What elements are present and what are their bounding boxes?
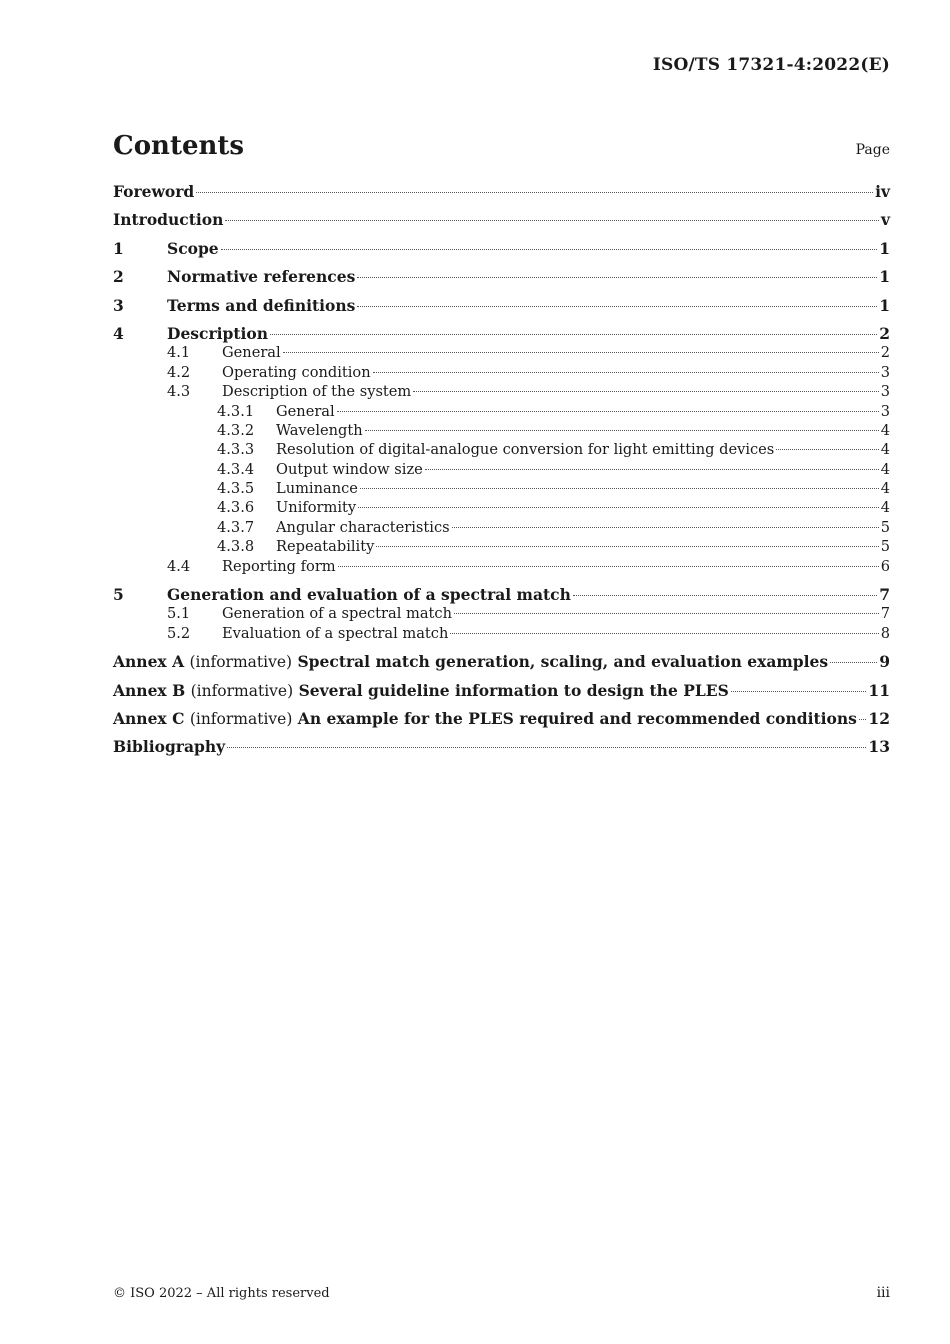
toc-entry-text: General xyxy=(222,344,281,362)
toc-entry-title xyxy=(222,363,371,382)
dot-leader xyxy=(731,691,867,692)
toc-entry-title xyxy=(167,239,219,258)
toc-entry-page: v xyxy=(880,210,890,230)
toc-entry-page: 1 xyxy=(879,238,890,258)
dot-leader xyxy=(373,372,879,373)
toc-entry-page: 2 xyxy=(880,344,890,362)
dot-leader xyxy=(360,488,879,489)
toc-entry-page: 1 xyxy=(879,267,890,287)
dot-leader xyxy=(225,220,879,221)
toc-entry-page: 4 xyxy=(880,460,890,478)
toc-entry-page: 3 xyxy=(880,383,890,401)
toc-entry-number: 4.4 xyxy=(167,557,191,575)
dot-leader xyxy=(338,566,879,567)
toc-entry-text: Introduction xyxy=(113,210,224,230)
toc-entry-page: 4 xyxy=(880,421,890,439)
toc-entry-page: 5 xyxy=(880,538,890,556)
dot-leader xyxy=(221,249,878,250)
toc-entry-text: Foreword xyxy=(113,182,195,201)
toc-entry-text: Resolution of digital-analogue conversion for light emitting devices xyxy=(276,441,775,459)
toc-entry-title xyxy=(276,537,374,556)
toc-entry-text: Spectral match generation, scaling, and evaluation examples xyxy=(297,652,829,672)
toc-entry-page: 7 xyxy=(879,585,890,605)
annex-label: Annex B xyxy=(113,680,186,700)
page-title: Contents xyxy=(113,131,245,161)
toc-entry-page: 3 xyxy=(880,402,890,420)
toc-entry[interactable] xyxy=(113,324,890,343)
toc-entry-number: 4 xyxy=(113,323,124,343)
dot-leader xyxy=(413,391,878,392)
toc-entry-number: 5.1 xyxy=(167,605,191,623)
toc-entry-number: 4.3.2 xyxy=(217,421,255,439)
annex-qualifier: (informative) xyxy=(189,709,293,728)
dot-leader xyxy=(425,469,879,470)
toc-entry[interactable] xyxy=(113,604,890,623)
dot-leader xyxy=(365,430,879,431)
toc-entry-text: Terms and definitions xyxy=(167,295,356,315)
dot-leader xyxy=(573,595,877,596)
toc-entry-number: 4.3.4 xyxy=(217,460,255,478)
toc-entry[interactable] xyxy=(113,709,890,728)
toc-entry-text: General xyxy=(276,402,335,420)
toc-entry[interactable] xyxy=(113,210,890,229)
toc-entry-number: 1 xyxy=(113,238,124,258)
toc-entry-title xyxy=(222,343,281,362)
toc-entry-text: Operating condition xyxy=(222,363,371,381)
toc-entry-text: Normative references xyxy=(167,267,356,287)
toc-entry[interactable] xyxy=(113,343,890,362)
toc-entry-title xyxy=(167,324,268,343)
toc-entry-text: Output window size xyxy=(276,460,423,478)
toc-entry-text: Uniformity xyxy=(276,499,357,517)
toc-entry-title xyxy=(113,652,828,672)
toc-entry-title xyxy=(222,604,452,623)
toc-entry-page: 1 xyxy=(879,295,890,315)
toc-entry[interactable] xyxy=(113,652,890,671)
toc-entry-text: Evaluation of a spectral match xyxy=(222,624,449,642)
toc-entry[interactable] xyxy=(113,498,890,517)
toc-entry-number: 4.2 xyxy=(167,363,191,381)
document-identifier: ISO/TS 17321-4:2022(E) xyxy=(652,55,890,75)
toc-entry-text: Angular characteristics xyxy=(276,518,450,536)
toc-entry-title xyxy=(113,737,225,756)
dot-leader xyxy=(452,527,879,528)
toc-entry-title xyxy=(276,498,356,517)
toc-entry-page: 2 xyxy=(879,323,890,343)
toc-entry-number: 3 xyxy=(113,295,124,315)
toc-entry-title xyxy=(167,296,355,315)
toc-entry-title xyxy=(113,709,857,729)
dot-leader xyxy=(859,719,867,720)
annex-qualifier: (informative) xyxy=(190,681,294,700)
toc-entry[interactable] xyxy=(113,585,890,604)
toc-entry[interactable] xyxy=(113,182,890,201)
page-number: iii xyxy=(876,1285,890,1301)
toc-entry[interactable] xyxy=(113,421,890,440)
annex-label: Annex C xyxy=(113,708,185,728)
toc-entry-number: 4.3.3 xyxy=(217,441,255,459)
toc-entry-number: 5.2 xyxy=(167,624,191,642)
dot-leader xyxy=(270,334,877,335)
toc-entry-page: 12 xyxy=(868,708,890,728)
dot-leader xyxy=(776,449,878,450)
toc-entry[interactable] xyxy=(113,681,890,700)
toc-entry-number: 2 xyxy=(113,267,124,287)
toc-entry-text: Several guideline information to design the PLES xyxy=(298,680,729,700)
toc-entry-text: Generation of a spectral match xyxy=(222,605,452,623)
toc-entry-text: Repeatability xyxy=(276,538,375,556)
toc-entry-title xyxy=(113,681,729,701)
toc-entry-text: An example for the PLES required and recommended conditions xyxy=(297,708,857,728)
toc-entry-page: 5 xyxy=(880,518,890,536)
toc-entry-page: 9 xyxy=(879,652,890,672)
toc-entry-text: Generation and evaluation of a spectral match xyxy=(167,585,571,605)
toc-entry-title xyxy=(276,518,450,537)
toc-entry-page: 11 xyxy=(868,680,890,700)
toc-entry-page: 6 xyxy=(880,557,890,575)
toc-entry-title xyxy=(276,402,335,421)
dot-leader xyxy=(376,546,878,547)
toc-entry[interactable] xyxy=(113,624,890,643)
toc-entry[interactable] xyxy=(113,296,890,315)
dot-leader xyxy=(196,192,873,193)
annex-qualifier: (informative) xyxy=(189,653,293,672)
toc-entry[interactable] xyxy=(113,363,890,382)
toc-entry[interactable] xyxy=(113,239,890,258)
toc-entry-text: Wavelength xyxy=(276,421,363,439)
dot-leader xyxy=(358,507,879,508)
toc-entry[interactable] xyxy=(113,460,890,479)
toc-entry-page: 4 xyxy=(880,480,890,498)
toc-entry-page: 8 xyxy=(880,624,890,642)
toc-entry-text: Description xyxy=(167,323,269,343)
toc-entry[interactable] xyxy=(113,402,890,421)
toc-entry[interactable] xyxy=(113,382,890,401)
toc-entry[interactable] xyxy=(113,737,890,756)
toc-entry-text: Reporting form xyxy=(222,557,336,575)
copyright-notice: © ISO 2022 – All rights reserved xyxy=(113,1286,330,1301)
toc-entry[interactable] xyxy=(113,557,890,576)
toc-entry-number: 4.1 xyxy=(167,344,191,362)
toc-entry[interactable] xyxy=(113,267,890,286)
toc-entry[interactable] xyxy=(113,440,890,459)
toc-entry-page: 4 xyxy=(880,441,890,459)
toc-entry-page: 7 xyxy=(880,605,890,623)
annex-label: Annex A xyxy=(113,652,185,672)
toc-entry-number: 5 xyxy=(113,585,124,605)
toc-entry-title xyxy=(276,440,774,459)
toc-entry-page: 13 xyxy=(868,737,890,757)
dot-leader xyxy=(357,277,877,278)
table-of-contents xyxy=(113,182,890,757)
dot-leader xyxy=(227,747,866,748)
toc-entry-text: Bibliography xyxy=(113,737,226,757)
dot-leader xyxy=(283,352,879,353)
toc-entry-title xyxy=(276,479,358,498)
toc-entry[interactable] xyxy=(113,479,890,498)
toc-entry-page: 3 xyxy=(880,363,890,381)
toc-entry[interactable] xyxy=(113,518,890,537)
toc-entry-number: 4.3.6 xyxy=(217,499,255,517)
toc-entry-page: 4 xyxy=(880,499,890,517)
toc-entry-number: 4.3.7 xyxy=(217,518,255,536)
page-column-label: Page xyxy=(855,142,890,158)
toc-entry-title xyxy=(222,624,448,643)
toc-entry-text: Scope xyxy=(167,238,219,258)
toc-entry-title xyxy=(113,210,223,229)
toc-entry-title xyxy=(276,421,363,440)
toc-entry-number: 4.3.5 xyxy=(217,480,255,498)
toc-entry-number: 4.3.8 xyxy=(217,538,255,556)
dot-leader xyxy=(830,662,877,663)
dot-leader xyxy=(450,633,878,634)
toc-entry-title xyxy=(167,267,355,286)
toc-entry-title xyxy=(276,460,423,479)
dot-leader xyxy=(357,306,877,307)
dot-leader xyxy=(454,613,879,614)
toc-entry-title xyxy=(167,585,571,604)
toc-entry-title xyxy=(222,557,336,576)
toc-entry-title xyxy=(113,182,194,201)
toc-entry-text: Luminance xyxy=(276,480,358,498)
toc-entry-number: 4.3.1 xyxy=(217,402,255,420)
toc-entry-title xyxy=(222,382,411,401)
toc-entry-text: Description of the system xyxy=(222,383,412,401)
toc-entry-page: iv xyxy=(875,182,890,201)
toc-entry-number: 4.3 xyxy=(167,383,191,401)
dot-leader xyxy=(337,411,879,412)
toc-entry[interactable] xyxy=(113,537,890,556)
